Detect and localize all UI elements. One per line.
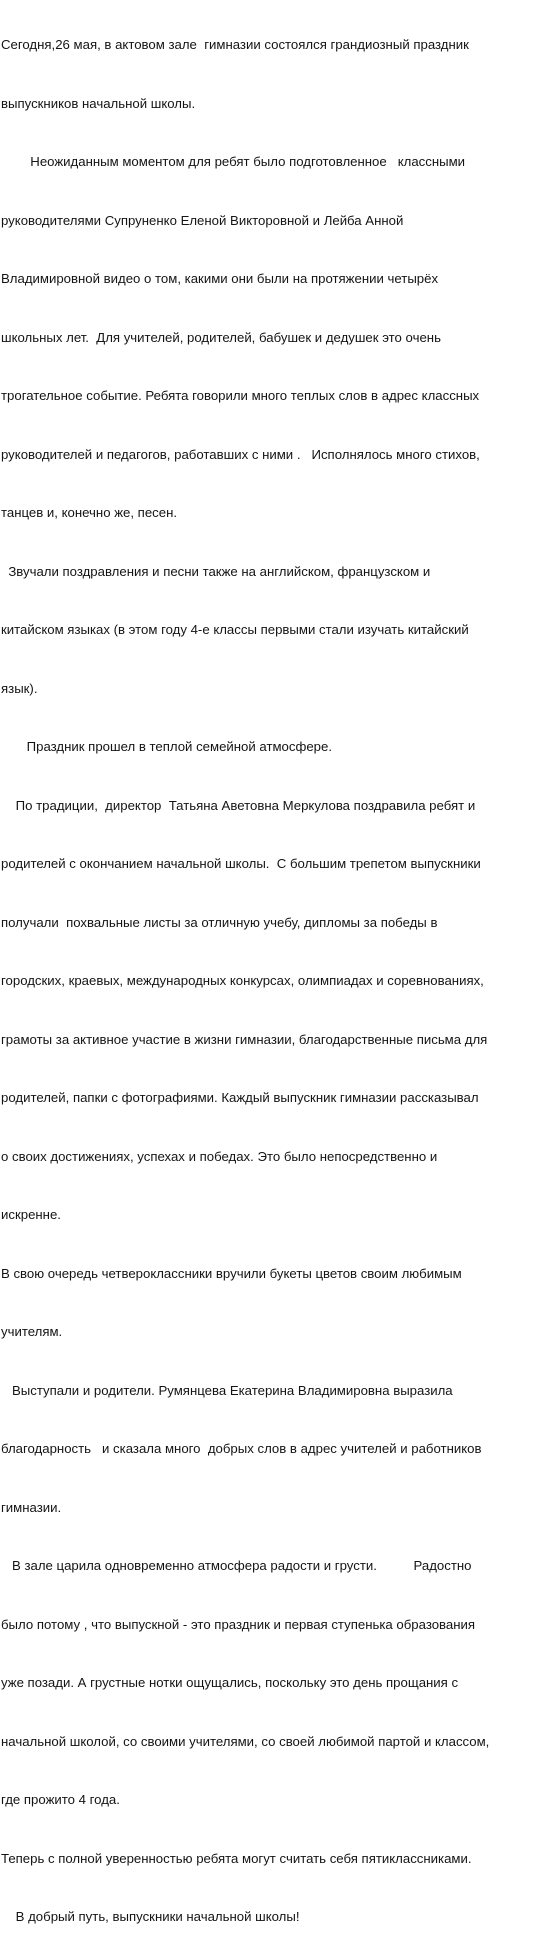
text-line: начальной школой, со своими учителями, со своей любимой партой и классом, <box>1 1733 490 1749</box>
text-line: Теперь с полной уверенностью ребята могут считать себя пятиклассниками. <box>1 1850 472 1866</box>
text-line: китайском языках (в этом году 4-е классы первыми стали изучать китайский <box>1 622 469 637</box>
text-line: о своих достижениях, успехах и победах. Это было непосредственно и <box>1 1148 438 1164</box>
text-line: Праздник прошел в теплой семейной атмосфере. <box>1 739 333 754</box>
text-line: школьных лет. Для учителей, родителей, бабушек и дедушек это очень <box>1 329 441 345</box>
text-line: В добрый путь, выпускники начальной школы! <box>1 1909 300 1924</box>
text-line: грамоты за активное участие в жизни гимназии, благодарственные письма для <box>1 1031 488 1047</box>
text-line: учителям. <box>1 1324 63 1339</box>
text-line: танцев и, конечно же, песен. <box>1 505 178 520</box>
text-line: уже позади. А грустные нотки ощущались, поскольку это день прощания с <box>1 1675 459 1690</box>
text-line: Звучали поздравления и песни также на английском, французском и <box>1 563 431 579</box>
text-line: искренне. <box>1 1207 61 1222</box>
text-line: где прожито 4 года. <box>1 1792 120 1807</box>
text-line: Владимировной видео о том, какими они были на протяжении четырёх <box>1 271 439 286</box>
text-line: руководителями Супруненко Еленой Викторовной и Лейба Анной <box>1 212 404 228</box>
text-line: было потому , что выпускной - это праздник и первая ступенька образования <box>1 1616 476 1632</box>
text-line: получали похвальные листы за отличную учебу, дипломы за победы в <box>1 914 438 930</box>
text-line: родителей с окончанием начальной школы. С большим трепетом выпускники <box>1 856 481 871</box>
text-line: Сегодня,26 мая, в актовом зале гимназии состоялся грандиозный праздник <box>1 37 469 52</box>
text-line: городских, краевых, международных конкурсах, олимпиадах и соревнованиях, <box>1 973 484 988</box>
text-line: благодарность и сказала много добрых слов в адрес учителей и работников <box>1 1441 482 1456</box>
text-line: язык). <box>1 680 38 696</box>
text-line: выпускников начальной школы. <box>1 95 196 111</box>
text-line: Неожиданным моментом для ребят было подготовленное классными <box>1 154 466 169</box>
text-line: Выступали и родители. Румянцева Екатерина Владимировна выразила <box>1 1382 453 1398</box>
text-line: родителей, папки с фотографиями. Каждый выпускник гимназии рассказывал <box>1 1090 479 1105</box>
text-line: трогательное событие. Ребята говорили много теплых слов в адрес классных <box>1 388 480 403</box>
text-line: В зале царила одновременно атмосфера радости и грусти. Радостно <box>1 1558 472 1573</box>
text-line: По традиции, директор Татьяна Аветовна Меркулова поздравила ребят и <box>1 797 476 813</box>
text-line: гимназии. <box>1 1499 62 1515</box>
text-line: руководителей и педагогов, работавших с ними . Исполнялось много стихов, <box>1 446 480 462</box>
text-line: В свою очередь четвероклассники вручили букеты цветов своим любимым <box>1 1265 462 1281</box>
